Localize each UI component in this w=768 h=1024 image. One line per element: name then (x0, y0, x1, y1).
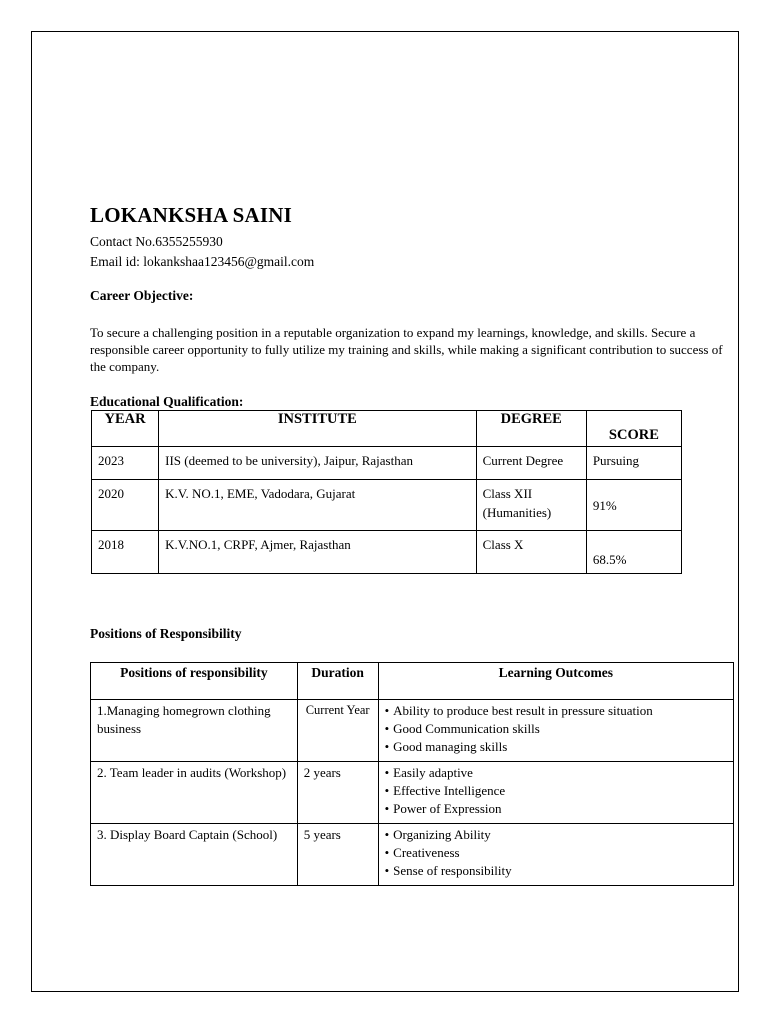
institute-cell: K.V.NO.1, CRPF, Ajmer, Rajasthan (159, 531, 477, 574)
contact-block (90, 232, 314, 272)
list-item: • Good managing skills (385, 738, 727, 756)
duration-cell: 2 years (297, 762, 378, 824)
list-item: • Organizing Ability (385, 826, 727, 844)
column-header-position: Positions of responsibility (91, 663, 298, 700)
score-cell: Pursuing (586, 447, 681, 480)
list-item: • Easily adaptive (385, 764, 727, 782)
column-header-score: SCORE (586, 411, 681, 447)
year-cell: 2023 (92, 447, 159, 480)
position-cell: 1.Managing homegrown clothing business (91, 700, 298, 762)
outcomes-list (385, 764, 727, 818)
degree-cell: Current Degree (476, 447, 586, 480)
degree-cell: Class XII (Humanities) (476, 480, 586, 531)
table-row (92, 447, 682, 480)
candidate-name: LOKANKSHA SAINI (90, 203, 292, 227)
position-cell: 3. Display Board Captain (School) (91, 824, 298, 886)
institute-cell: K.V. NO.1, EME, Vadodara, Gujarat (159, 480, 477, 531)
outcomes-cell (378, 700, 733, 762)
score-cell: 68.5% (586, 531, 681, 574)
education-table (91, 410, 682, 574)
list-item: • Effective Intelligence (385, 782, 727, 800)
outcomes-cell (378, 762, 733, 824)
positions-heading: Positions of Responsibility (90, 626, 242, 641)
year-cell: 2018 (92, 531, 159, 574)
outcomes-cell (378, 824, 733, 886)
education-header-row (92, 411, 682, 447)
column-header-year: YEAR (92, 411, 159, 447)
positions-header-row (91, 663, 734, 700)
table-row (92, 531, 682, 574)
column-header-degree: DEGREE (476, 411, 586, 447)
list-item: • Ability to produce best result in pressure situation (385, 702, 727, 720)
outcomes-list (385, 702, 727, 756)
position-cell: 2. Team leader in audits (Workshop) (91, 762, 298, 824)
career-objective-text: To secure a challenging position in a reputable organization to expand my learnings, knowledge, and skills. Secure a responsible career opportunity to fully utilize my training and skills, while making a significant contribution to success of the company. (90, 325, 723, 374)
table-row (91, 762, 734, 824)
education-heading: Educational Qualification: (90, 394, 244, 409)
column-header-institute: INSTITUTE (159, 411, 477, 447)
outcomes-list (385, 826, 727, 880)
table-row (92, 480, 682, 531)
duration-cell: 5 years (297, 824, 378, 886)
institute-cell: IIS (deemed to be university), Jaipur, Rajasthan (159, 447, 477, 480)
table-row (91, 824, 734, 886)
list-item: • Power of Expression (385, 800, 727, 818)
list-item: • Creativeness (385, 844, 727, 862)
positions-table (90, 662, 734, 886)
email-id: Email id: lokankshaa123456@gmail.com (90, 254, 315, 269)
contact-number: Contact No.6355255930 (90, 234, 223, 249)
column-header-duration: Duration (297, 663, 378, 700)
column-header-outcomes: Learning Outcomes (378, 663, 733, 700)
duration-cell: Current Year (297, 700, 378, 762)
career-objective-heading: Career Objective: (90, 288, 194, 303)
list-item: • Sense of responsibility (385, 862, 727, 880)
degree-cell: Class X (476, 531, 586, 574)
table-row (91, 700, 734, 762)
score-cell: 91% (586, 480, 681, 531)
year-cell: 2020 (92, 480, 159, 531)
list-item: • Good Communication skills (385, 720, 727, 738)
